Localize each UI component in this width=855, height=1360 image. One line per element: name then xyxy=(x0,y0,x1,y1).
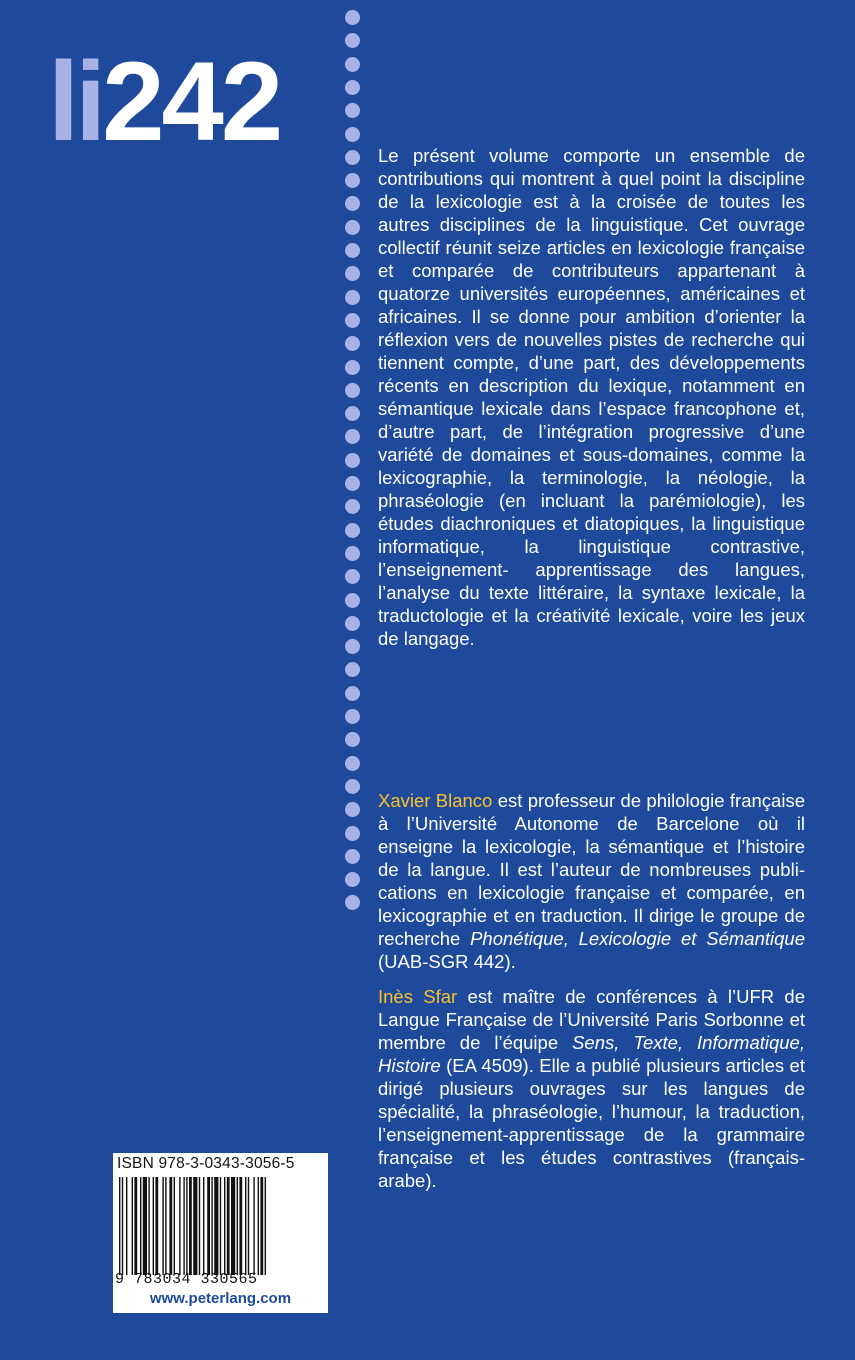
decorative-dot xyxy=(345,499,360,514)
decorative-dot xyxy=(345,686,360,701)
bio-text-end: (EA 4509). Elle a publié plusieurs articles et dirigé plusieurs ouvrages sur les langues de spécialité, la phraséologie, l’humour, la traduction, l’enseignement-apprentissage de la grammaire française et les études contrastives (français-arabe). xyxy=(378,1055,805,1191)
decorative-dot xyxy=(345,779,360,794)
publisher-website: www.peterlang.com xyxy=(149,1290,292,1307)
isbn-barcode-box xyxy=(113,1153,328,1313)
decorative-dot xyxy=(345,80,360,95)
barcode-bar xyxy=(122,1177,123,1275)
decorative-dot xyxy=(345,290,360,305)
barcode-bar xyxy=(155,1177,158,1275)
decorative-dot xyxy=(345,849,360,864)
decorative-dot xyxy=(345,662,360,677)
decorative-dot xyxy=(345,336,360,351)
decorative-dot xyxy=(345,360,360,375)
barcode-bar xyxy=(132,1177,133,1275)
barcode-bar xyxy=(207,1177,210,1275)
decorative-dot xyxy=(345,313,360,328)
bio-paragraph xyxy=(378,789,805,973)
isbn-label: ISBN 978-3-0343-3056-5 xyxy=(117,1155,295,1172)
barcode-bar xyxy=(239,1177,242,1275)
barcode-bar xyxy=(162,1177,163,1275)
barcode-bar xyxy=(227,1177,230,1275)
decorative-dot xyxy=(345,266,360,281)
barcode-bar xyxy=(153,1177,154,1275)
barcode-bar xyxy=(211,1177,212,1275)
barcode-bar xyxy=(148,1177,149,1275)
decorative-dot xyxy=(345,639,360,654)
barcode-bar xyxy=(253,1177,254,1275)
decorative-dot xyxy=(345,173,360,188)
bio-text: est maître de conférences à l’UFR de Langue Française de l’Université Paris Sorbonne et membre de l’équipe xyxy=(378,986,805,1053)
barcode-bar xyxy=(237,1177,238,1275)
barcode-bar xyxy=(220,1177,221,1275)
barcode-bar xyxy=(193,1177,197,1275)
research-group-name: Phonétique, Lexicologie et Sémantique xyxy=(470,928,805,949)
decorative-dot xyxy=(345,10,360,25)
barcode-bar xyxy=(214,1177,218,1275)
decorative-dot xyxy=(345,383,360,398)
decorative-dot xyxy=(345,406,360,421)
series-logo xyxy=(48,39,281,164)
author-bio-sfar xyxy=(378,985,805,1192)
decorative-dot xyxy=(345,523,360,538)
author-name: Xavier Blanco xyxy=(378,790,493,811)
decorative-dot xyxy=(345,33,360,48)
barcode-bar xyxy=(224,1177,225,1275)
decorative-dot xyxy=(345,453,360,468)
barcode-bar xyxy=(165,1177,166,1275)
decorative-dot xyxy=(345,895,360,910)
barcode-bar xyxy=(189,1177,192,1275)
decorative-dot xyxy=(345,127,360,142)
decorative-dot xyxy=(345,476,360,491)
decorative-dot xyxy=(345,756,360,771)
description-paragraph: Le présent volume comporte un ensemble de contributions qui montrent à quel point la discipline de la lexicologie est à la croisée de toutes les autres disciplines de la linguistique. Cet ouvrage collectif réunit seize articles en lexicologie française et comparée de contributeurs appartenant à quatorze universités européennes, américaines et africaines. Il se donne pour ambition d’orienter la réflexion vers de nouvelles pistes de recherche qui tiennent compte, d’une part, des développements récents en description du lexique, notamment en sémantique lexicale dans l’espace francophone et, d’autre part, de l’intégration progressive d’une variété de domaines et sous-domaines, comme la lexicographie, la terminologie, la néologie, la phraséologie (en incluant la parémiologie), les études diachroniques et diatopiques, la linguistique informatique, la linguistique contrastive, l’enseignement- apprentissage des langues, l’analyse du texte littéraire, la syntaxe lexicale, la traductologie et la créativité lexicale, voire les jeux de langage. xyxy=(378,145,805,649)
barcode-bar xyxy=(140,1177,141,1275)
decorative-dot xyxy=(345,57,360,72)
barcode-bar xyxy=(143,1177,147,1275)
decorative-dot xyxy=(345,220,360,235)
author-name: Inès Sfar xyxy=(378,986,458,1007)
bio-text-end: (UAB-SGR 442). xyxy=(378,951,516,972)
barcode-bar xyxy=(134,1177,137,1275)
author-bio-blanco xyxy=(378,789,805,973)
barcode-bar xyxy=(169,1177,172,1275)
barcode-digits: 9 783034 330565 xyxy=(115,1271,258,1288)
decorative-dot xyxy=(345,709,360,724)
barcode-bar xyxy=(174,1177,175,1275)
barcode-bar xyxy=(119,1177,120,1275)
decorative-dot xyxy=(345,616,360,631)
book-description xyxy=(378,144,805,650)
barcode-bar xyxy=(260,1177,263,1275)
barcode-bar xyxy=(203,1177,204,1275)
barcode-bar xyxy=(245,1177,246,1275)
barcode-bar xyxy=(265,1177,266,1275)
research-team-name: Sens, Texte, Informatique, Histoire xyxy=(378,1032,805,1076)
decorative-dot xyxy=(345,732,360,747)
series-logo-prefix: li xyxy=(48,39,103,164)
barcode-bar xyxy=(199,1177,200,1275)
decorative-dot xyxy=(345,872,360,887)
bio-text: est professeur de philologie française à l’Université Autonome de Barcelone où il enseigne la lexicologie, la sémantique et l’histoire de la langue. Il est l’auteur de nombreuses publications en lexicologie française et comparée, en lexicographie et en traduction. Il dirige le groupe de recherche xyxy=(378,790,805,949)
barcode-bar xyxy=(183,1177,184,1275)
decorative-dot xyxy=(345,429,360,444)
barcode-bar xyxy=(179,1177,180,1275)
barcode-bar xyxy=(258,1177,259,1275)
decorative-dot xyxy=(345,569,360,584)
bio-paragraph xyxy=(378,985,805,1192)
decorative-dot xyxy=(345,826,360,841)
decorative-dot xyxy=(345,546,360,561)
barcode-bar xyxy=(231,1177,235,1275)
decorative-dot xyxy=(345,802,360,817)
barcode-bar xyxy=(126,1177,127,1275)
barcode-graphic xyxy=(119,1177,322,1275)
decorative-dot xyxy=(345,593,360,608)
decorative-dot xyxy=(345,150,360,165)
series-logo-number: 242 xyxy=(102,39,281,164)
decorative-dot xyxy=(345,103,360,118)
decorative-dot xyxy=(345,196,360,211)
barcode-bar xyxy=(186,1177,187,1275)
decorative-dot xyxy=(345,243,360,258)
barcode-bar xyxy=(248,1177,249,1275)
